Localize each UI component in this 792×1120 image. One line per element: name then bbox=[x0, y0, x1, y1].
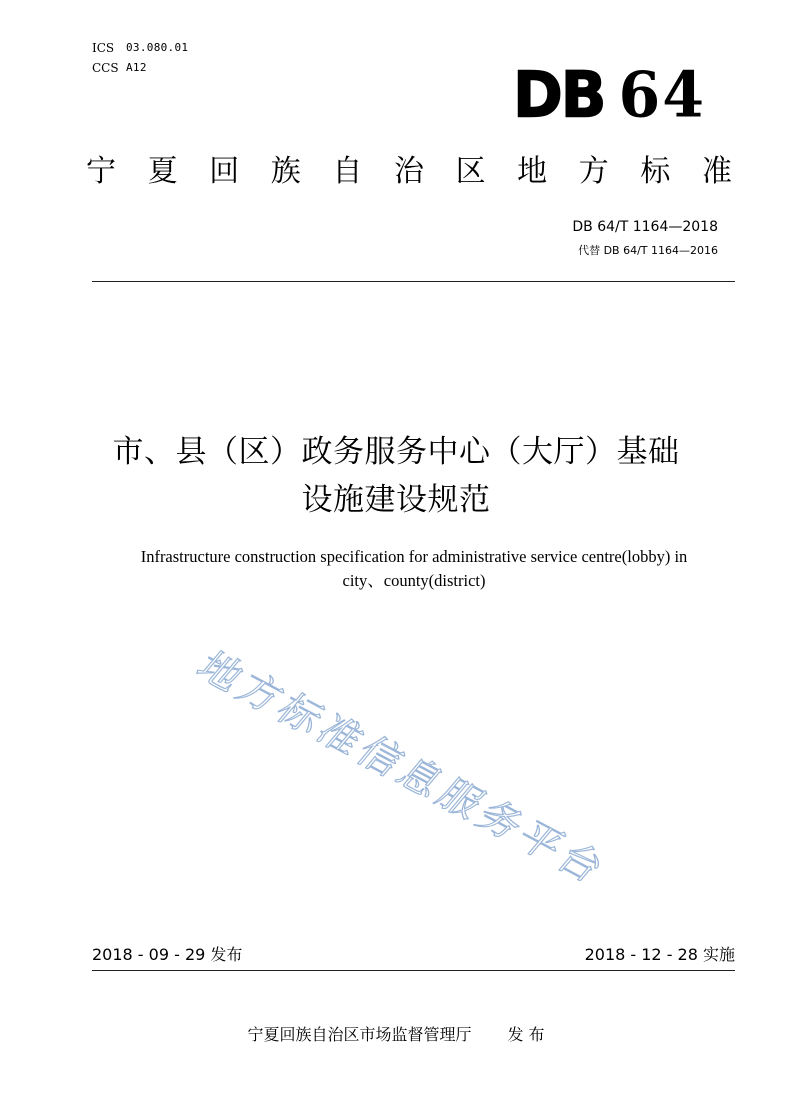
english-title-line-1: Infrastructure construction specification for administrative service centre(lobby) in bbox=[140, 547, 688, 566]
standard-type-char: 族 bbox=[270, 154, 301, 189]
watermark-char: 服 bbox=[427, 770, 494, 827]
db-logo bbox=[512, 58, 706, 133]
standard-type-char: 标 bbox=[640, 154, 671, 189]
standard-type-heading bbox=[86, 152, 732, 192]
date-row bbox=[92, 944, 735, 966]
db-logo-letters: DB bbox=[512, 58, 605, 133]
replaces-code: 代替 DB 64/T 1164—2016 bbox=[578, 244, 718, 257]
watermark-char: 方 bbox=[227, 664, 294, 721]
chinese-title bbox=[60, 428, 732, 524]
ics-row bbox=[92, 38, 188, 58]
standard-type-char: 方 bbox=[578, 154, 609, 189]
standard-type-char: 区 bbox=[455, 154, 486, 189]
watermark-char: 平 bbox=[507, 813, 574, 870]
implement-date: 2018 - 12 - 28 实施 bbox=[584, 945, 735, 964]
ics-label: ICS bbox=[92, 41, 115, 55]
standard-type-char: 自 bbox=[332, 154, 363, 189]
english-title bbox=[96, 545, 732, 593]
ccs-label: CCS bbox=[92, 61, 119, 75]
standard-type-char: 夏 bbox=[147, 154, 178, 189]
bottom-divider bbox=[92, 970, 735, 971]
standard-type-char: 宁 bbox=[86, 154, 116, 189]
watermark-char: 准 bbox=[307, 707, 374, 764]
ccs-value: A12 bbox=[126, 61, 147, 74]
watermark-char: 地 bbox=[187, 643, 254, 700]
db-logo-number: 64 bbox=[618, 58, 706, 133]
watermark-char: 务 bbox=[467, 792, 534, 848]
watermark-svg bbox=[187, 643, 640, 920]
issuer-org: 宁夏回族自治区市场监督管理厅 bbox=[247, 1025, 472, 1044]
chinese-title-line-2: 设施建设规范 bbox=[301, 482, 491, 518]
watermark-char: 信 bbox=[347, 728, 414, 785]
top-divider bbox=[92, 281, 735, 282]
issuer-line bbox=[0, 1024, 792, 1046]
watermark bbox=[187, 643, 640, 920]
publish-date: 2018 - 09 - 29 发布 bbox=[92, 945, 243, 964]
ics-value: 03.080.01 bbox=[126, 41, 189, 54]
issuer-action: 发 布 bbox=[507, 1025, 545, 1044]
standard-type-char: 准 bbox=[701, 154, 732, 189]
standard-type-char: 治 bbox=[393, 154, 424, 189]
chinese-title-line-1: 市、县（区）政务服务中心（大厅）基础 bbox=[112, 434, 680, 470]
classification-block bbox=[92, 38, 188, 78]
watermark-char: 标 bbox=[267, 686, 334, 742]
watermark-char: 台 bbox=[547, 834, 614, 891]
watermark-char: 息 bbox=[387, 749, 454, 806]
ccs-row bbox=[92, 58, 188, 78]
english-title-line-2: city、county(district) bbox=[342, 571, 486, 590]
standard-code: DB 64/T 1164—2018 bbox=[572, 219, 718, 235]
standard-type-char: 回 bbox=[209, 154, 240, 189]
standard-type-char: 地 bbox=[517, 154, 548, 189]
